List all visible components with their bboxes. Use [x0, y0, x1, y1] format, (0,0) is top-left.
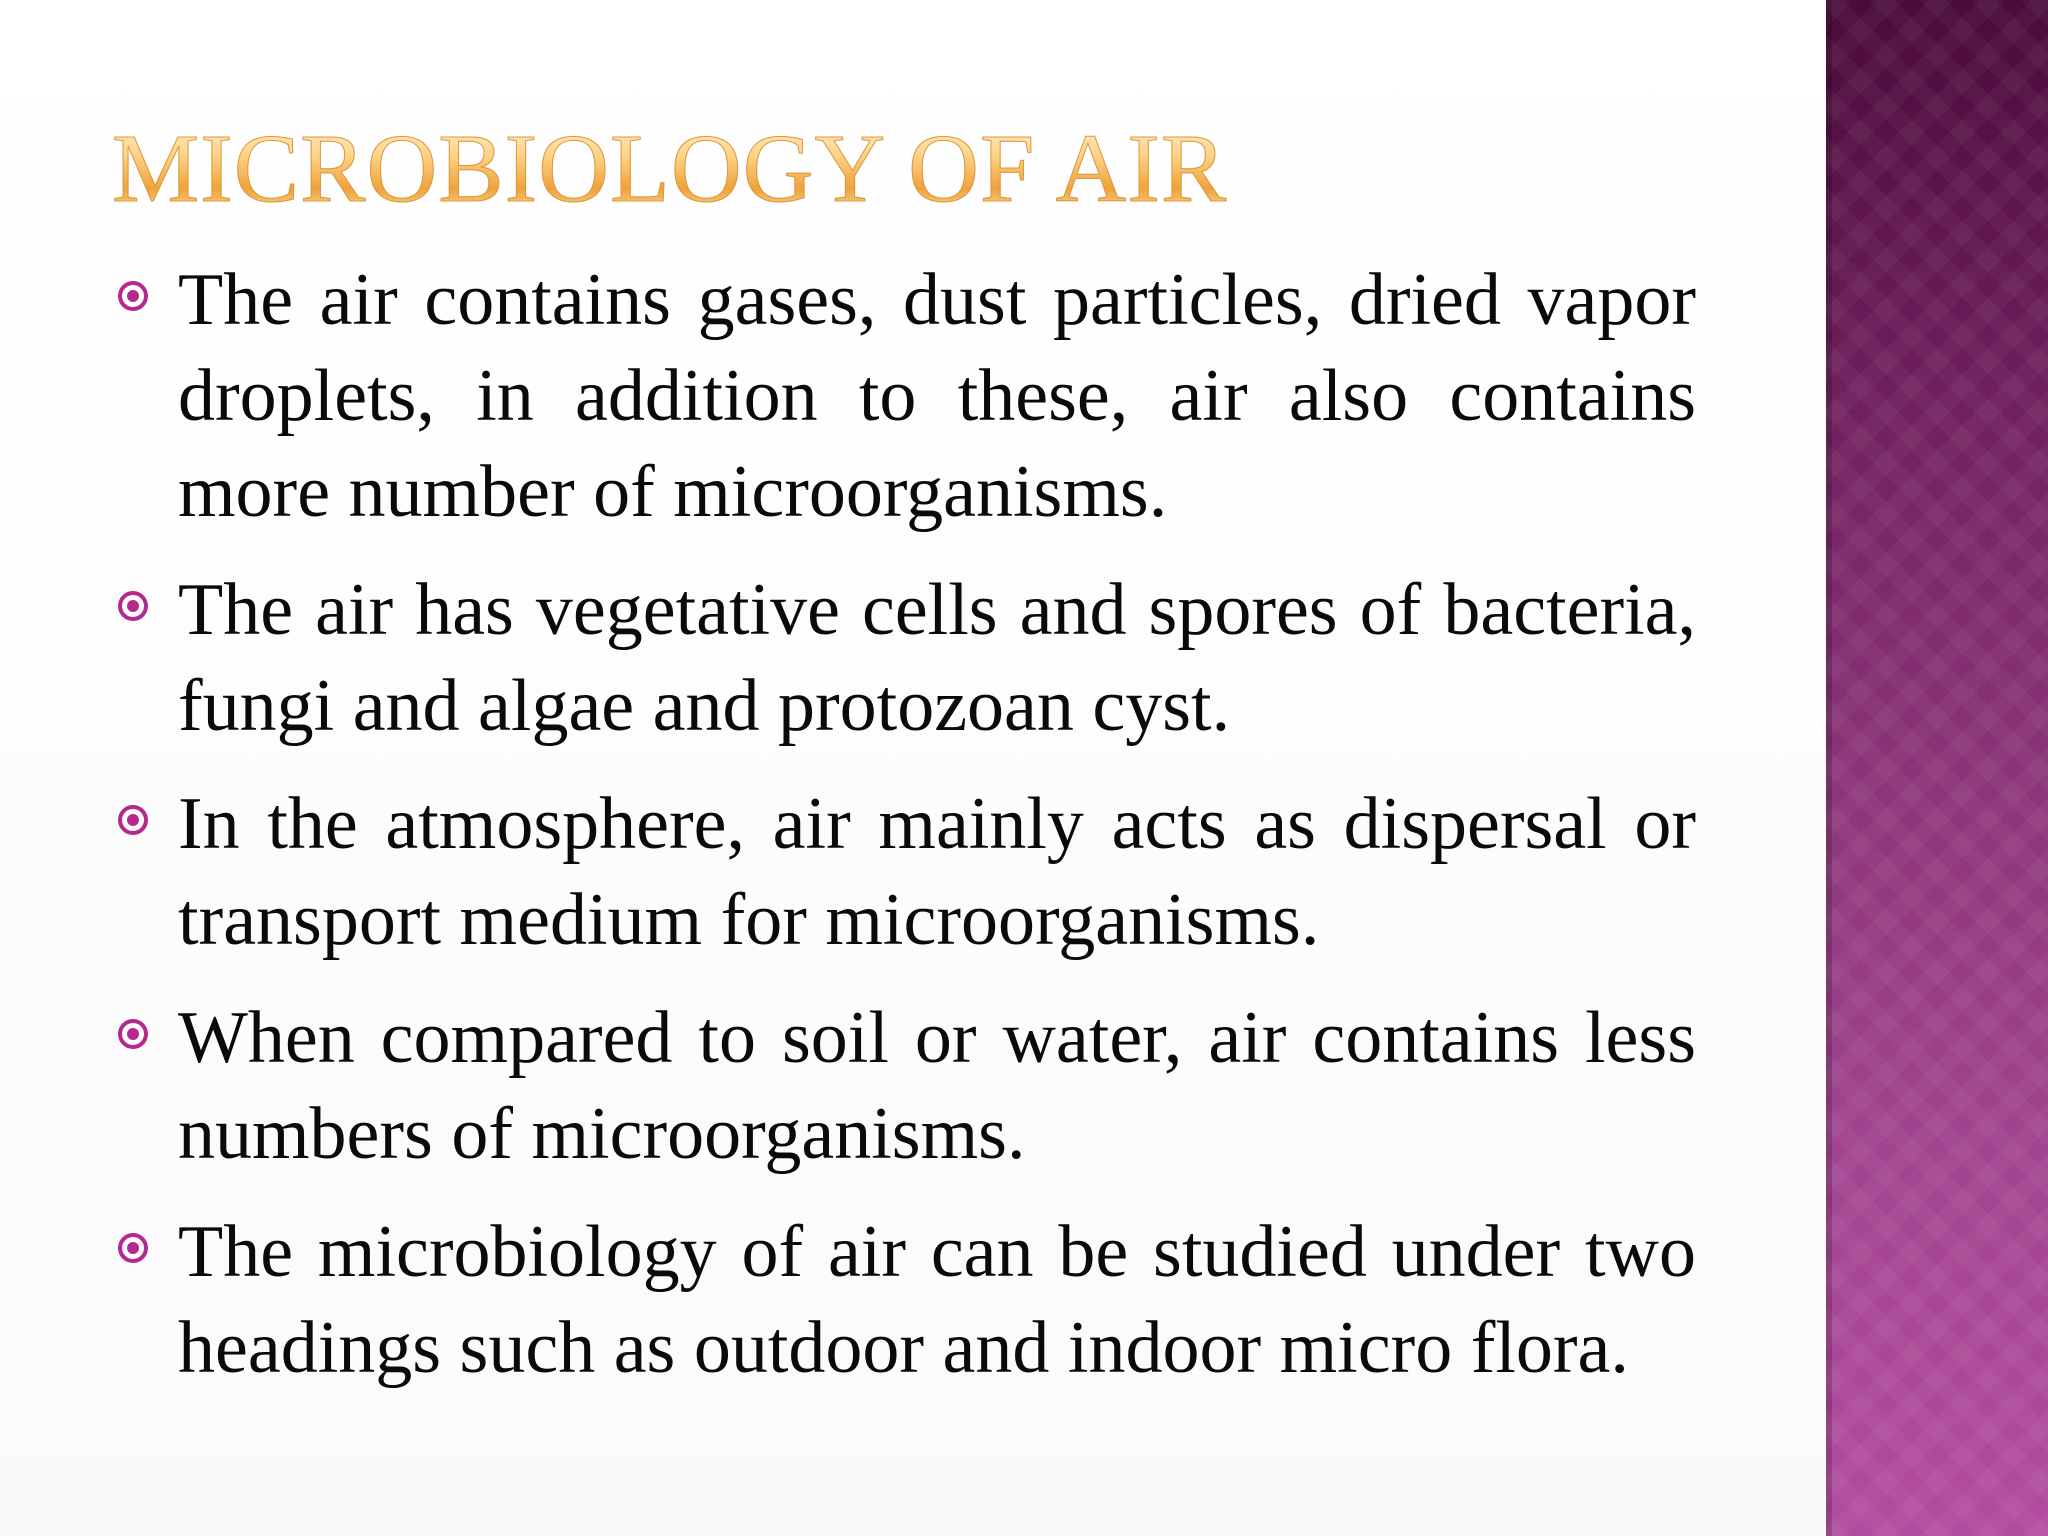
circled-dot-icon [118, 1019, 148, 1049]
bullet-item [112, 252, 1696, 540]
slide-title: MICROBIOLOGY OF AIR [112, 115, 1228, 223]
bullet-text: The air has vegetative cells and spores of bacteria, fungi and algae and protozoan cyst. [178, 569, 1696, 747]
bullet-item [112, 1204, 1696, 1396]
side-bar-edge [1826, 0, 1832, 1536]
bullet-item [112, 990, 1696, 1182]
bullet-text: When compared to soil or water, air contains less numbers of microorganisms. [178, 997, 1696, 1175]
bullet-text: The air contains gases, dust particles, dried vapor droplets, in addition to these, air also contains more number of microorganisms. [178, 259, 1696, 533]
diamond-pattern [1826, 0, 2048, 1536]
circled-dot-icon [118, 281, 148, 311]
circled-dot-icon [118, 805, 148, 835]
bullet-item [112, 562, 1696, 754]
bullet-text: In the atmosphere, air mainly acts as dispersal or transport medium for microorganisms. [178, 783, 1696, 961]
decorative-side-bar [1826, 0, 2048, 1536]
bullet-list [112, 252, 1696, 1418]
circled-dot-icon [118, 1233, 148, 1263]
circled-dot-icon [118, 591, 148, 621]
bullet-item [112, 776, 1696, 968]
bullet-text: The microbiology of air can be studied under two headings such as outdoor and indoor micro flora. [178, 1211, 1696, 1389]
